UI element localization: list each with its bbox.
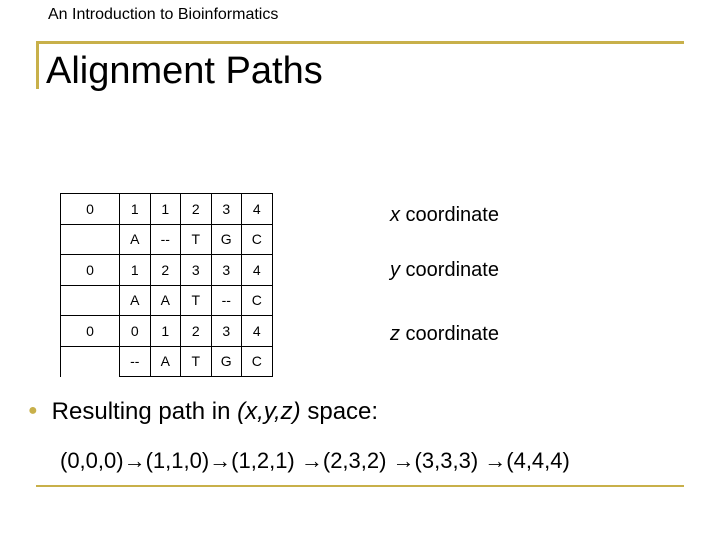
table-cell: 1 bbox=[150, 194, 181, 225]
y-coordinate-label bbox=[390, 259, 499, 282]
title-side-rule bbox=[36, 41, 39, 89]
table-cell bbox=[61, 285, 120, 316]
table-cell bbox=[61, 224, 120, 255]
y-label-text: coordinate bbox=[400, 259, 499, 281]
table-cell: T bbox=[181, 224, 212, 255]
table-cell: G bbox=[211, 346, 242, 377]
table-cell: 4 bbox=[242, 316, 273, 347]
table-cell: 2 bbox=[150, 255, 181, 286]
table-cell: C bbox=[242, 346, 273, 377]
table-row bbox=[61, 346, 273, 377]
table-cell: -- bbox=[211, 285, 242, 316]
table-cell: A bbox=[150, 346, 181, 377]
table-cell: 0 bbox=[61, 316, 120, 347]
table-cell: 3 bbox=[211, 255, 242, 286]
bullet-point bbox=[28, 398, 378, 426]
table-cell: 2 bbox=[181, 316, 212, 347]
table-cell: 0 bbox=[120, 316, 151, 347]
table-cell: 4 bbox=[242, 194, 273, 225]
table-cell: T bbox=[181, 346, 212, 377]
table-cell: C bbox=[242, 285, 273, 316]
table-row bbox=[61, 224, 273, 255]
table-cell: 3 bbox=[211, 194, 242, 225]
z-coordinate-label bbox=[390, 323, 499, 346]
table-cell: 3 bbox=[181, 255, 212, 286]
x-coordinate-label bbox=[390, 204, 499, 227]
path-sequence: (0,0,0)→(1,1,0)→(1,2,1) →(2,3,2) →(3,3,3) →(4,4,4) bbox=[60, 448, 570, 473]
z-label-text: coordinate bbox=[400, 323, 499, 345]
table-cell: 3 bbox=[211, 316, 242, 347]
table-cell: 2 bbox=[181, 194, 212, 225]
table-cell: A bbox=[150, 285, 181, 316]
table-row bbox=[61, 285, 273, 316]
bullet-before: Resulting path in bbox=[51, 398, 238, 425]
header-text: An Introduction to Bioinformatics bbox=[48, 6, 279, 23]
table-row bbox=[61, 194, 273, 225]
table-cell: -- bbox=[120, 346, 151, 377]
table-cell: 1 bbox=[120, 255, 151, 286]
table-cell: 0 bbox=[61, 255, 120, 286]
table-cell: C bbox=[242, 224, 273, 255]
table-cell: A bbox=[120, 285, 151, 316]
table-cell: G bbox=[211, 224, 242, 255]
table-cell: 0 bbox=[61, 194, 120, 225]
table-row bbox=[61, 316, 273, 347]
alignment-table bbox=[60, 193, 273, 377]
y-var: y bbox=[390, 259, 400, 281]
z-var: z bbox=[390, 323, 400, 345]
x-label-text: coordinate bbox=[400, 204, 499, 226]
table-cell: 1 bbox=[150, 316, 181, 347]
bottom-rule bbox=[36, 485, 684, 487]
bullet-after: space: bbox=[300, 398, 379, 425]
table-cell: 4 bbox=[242, 255, 273, 286]
slide-title: Alignment Paths bbox=[46, 50, 323, 92]
x-var: x bbox=[390, 204, 400, 226]
table-cell: -- bbox=[150, 224, 181, 255]
table-cell: A bbox=[120, 224, 151, 255]
bullet-dot-icon: ● bbox=[28, 402, 38, 419]
table-cell bbox=[61, 346, 120, 377]
title-top-rule bbox=[36, 41, 684, 44]
bullet-space: (x,y,z) bbox=[237, 398, 301, 425]
table-cell: T bbox=[181, 285, 212, 316]
table-row bbox=[61, 255, 273, 286]
table-cell: 1 bbox=[120, 194, 151, 225]
